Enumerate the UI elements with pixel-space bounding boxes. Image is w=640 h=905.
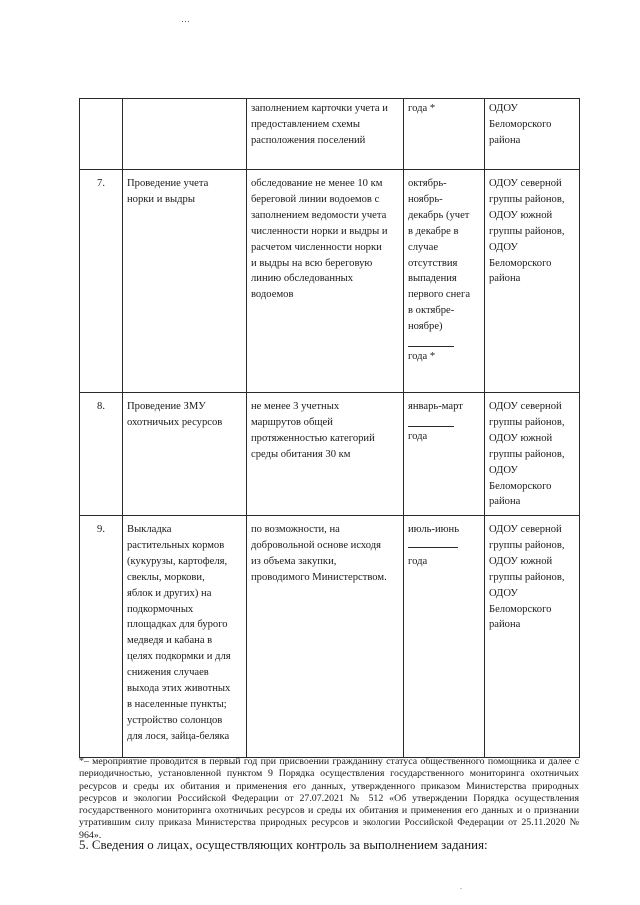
activity-name-line: целях подкормки и для bbox=[127, 651, 231, 663]
activity-name-line: площадках для бурого bbox=[127, 619, 228, 631]
responsible-line: ОДОУ южной bbox=[489, 555, 553, 567]
row-number-cell: 7. bbox=[80, 170, 123, 393]
responsible-line: ОДОУ bbox=[489, 103, 518, 114]
responsible-cell bbox=[485, 393, 580, 516]
footnote: *– мероприятие проводится в первый год при присвоении гражданину статуса общественного помощника и далее с периодичностью, установленной пунктом 9 Порядка осуществления государственного мониторинга охотничьих ресурсов и среды их обитания и применения его данных, утвержденного приказом Министерства природных ресурсов и экологии Российской Федерации от 27.07.2021 № 512 «Об утверждении Порядка осуществления государственного мониторинга охотничьих ресурсов и среды их обитания и применения его данных и о признании утратившим силу приказа Министерства природных ресурсов и экологии Российской Федерации от 25.11.2020 № 964». bbox=[79, 756, 579, 841]
activity-name-cell bbox=[123, 99, 247, 170]
bottom-mark: . bbox=[460, 882, 462, 891]
activity-volume-line: расположения поселений bbox=[251, 134, 366, 146]
row-number-cell: 9. bbox=[80, 516, 123, 758]
activity-name-line: в населенные пункты; bbox=[127, 698, 227, 710]
activity-volume-line: заполнением ведомости учета bbox=[251, 209, 387, 221]
activity-name-cell bbox=[123, 393, 247, 516]
responsible-cell bbox=[485, 170, 580, 393]
term-line: случае bbox=[408, 241, 439, 253]
responsible-line: ОДОУ северной bbox=[489, 178, 562, 189]
table-row bbox=[80, 170, 580, 393]
activity-name-cell bbox=[123, 170, 247, 393]
responsible-line: Беломорского bbox=[489, 603, 552, 615]
activity-volume-line: добровольной основе исходя bbox=[251, 539, 382, 551]
responsible-line: Беломорского bbox=[489, 118, 552, 130]
responsible-line: района bbox=[489, 619, 521, 631]
responsible-cell bbox=[485, 516, 580, 758]
activity-volume-line: из объема закупки, bbox=[251, 555, 337, 567]
term-line: года * bbox=[408, 351, 436, 363]
term-line: январь-март bbox=[408, 401, 463, 412]
activity-volume-cell bbox=[247, 393, 404, 516]
year-blank-line bbox=[408, 538, 458, 548]
activity-name-line: устройство солонцов bbox=[127, 714, 223, 726]
responsible-line: ОДОУ bbox=[489, 241, 518, 253]
year-blank-line bbox=[408, 415, 454, 427]
term-line: ноябрь- bbox=[408, 193, 443, 205]
activity-volume-line: по возможности, на bbox=[251, 524, 340, 535]
term-line: года bbox=[408, 430, 428, 442]
activity-volume-line: не менее 3 учетных bbox=[251, 401, 340, 412]
term-line: отсутствия bbox=[408, 257, 458, 269]
responsible-line: района bbox=[489, 134, 521, 146]
responsible-line: ОДОУ южной bbox=[489, 209, 553, 221]
section-heading: 5. Сведения о лицах, осуществляющих контроль за выполнением задания: bbox=[79, 838, 488, 852]
activity-name-line: медведя и кабана в bbox=[127, 635, 213, 647]
activity-name-line: выхода этих животных bbox=[127, 683, 231, 695]
responsible-line: ОДОУ северной bbox=[489, 524, 562, 535]
activity-name-line: свеклы, моркови, bbox=[127, 571, 205, 583]
activity-volume-cell bbox=[247, 99, 404, 170]
activity-volume-line: обследование не менее 10 км bbox=[251, 178, 383, 189]
activities-table bbox=[79, 98, 580, 758]
table-row bbox=[80, 99, 580, 170]
activity-volume-cell bbox=[247, 516, 404, 758]
term-line: декабрь (учет bbox=[408, 209, 470, 221]
activity-volume-line: протяженностью категорий bbox=[251, 432, 375, 444]
activity-volume-cell bbox=[247, 170, 404, 393]
activity-volume-line: заполнением карточки учета и bbox=[251, 103, 388, 114]
table-row bbox=[80, 516, 580, 758]
term-text: года bbox=[408, 555, 428, 567]
activity-name-line: для лося, зайца-беляка bbox=[127, 730, 230, 742]
activity-volume-line: линию обследованных bbox=[251, 273, 354, 285]
term-line: октябрь- bbox=[408, 178, 447, 189]
activity-name-line: Проведение ЗМУ bbox=[127, 401, 206, 412]
responsible-line: группы районов, bbox=[489, 225, 565, 237]
responsible-line: группы районов, bbox=[489, 193, 565, 205]
term-line: первого снега bbox=[408, 289, 471, 301]
row-number-cell bbox=[80, 99, 123, 170]
activity-name-line: Выкладка bbox=[127, 524, 172, 535]
term-line: в декабре в bbox=[408, 225, 459, 237]
activity-volume-line: расчетом численности норки bbox=[251, 241, 382, 253]
activity-name-line: охотничьих ресурсов bbox=[127, 416, 223, 428]
page-mark: … bbox=[181, 14, 190, 24]
activity-volume-line: проводимого Министерством. bbox=[251, 571, 387, 583]
term-line bbox=[408, 538, 480, 570]
responsible-line: группы районов, bbox=[489, 448, 565, 460]
table-row bbox=[80, 393, 580, 516]
responsible-line: ОДОУ северной bbox=[489, 401, 562, 412]
activity-volume-line: водоемов bbox=[251, 289, 294, 301]
term-cell bbox=[404, 99, 485, 170]
activity-name-line: снижения случаев bbox=[127, 667, 209, 679]
activity-name-line: яблок и других) на bbox=[127, 587, 212, 599]
activity-name-line: норки и выдры bbox=[127, 193, 195, 205]
activity-name-cell bbox=[123, 516, 247, 758]
responsible-line: района bbox=[489, 496, 521, 508]
term-line: года * bbox=[408, 103, 436, 114]
responsible-cell bbox=[485, 99, 580, 170]
responsible-line: ОДОУ bbox=[489, 587, 518, 599]
responsible-line: ОДОУ южной bbox=[489, 432, 553, 444]
activity-volume-line: предоставлением схемы bbox=[251, 118, 361, 130]
term-line: в октябре- bbox=[408, 305, 455, 317]
activity-name-line: (кукурузы, картофеля, bbox=[127, 555, 228, 567]
responsible-line: района bbox=[489, 273, 521, 285]
term-cell bbox=[404, 393, 485, 516]
responsible-line: ОДОУ bbox=[489, 464, 518, 476]
term-cell bbox=[404, 170, 485, 393]
year-blank-line bbox=[408, 335, 454, 347]
responsible-line: Беломорского bbox=[489, 480, 552, 492]
term-line: июль-июнь bbox=[408, 524, 460, 535]
activity-volume-line: численности норки и выдры и bbox=[251, 225, 388, 237]
row-number-cell: 8. bbox=[80, 393, 123, 516]
activity-name-line: Проведение учета bbox=[127, 178, 209, 189]
responsible-line: группы районов, bbox=[489, 416, 565, 428]
term-line: выпадения bbox=[408, 273, 457, 285]
term-line: ноябре) bbox=[408, 321, 443, 333]
activity-name-line: подкормочных bbox=[127, 603, 194, 615]
term-cell bbox=[404, 516, 485, 758]
responsible-line: группы районов, bbox=[489, 539, 565, 551]
activity-name-line: растительных кормов bbox=[127, 539, 225, 551]
responsible-line: группы районов, bbox=[489, 571, 565, 583]
activity-volume-line: и выдры на всю береговую bbox=[251, 257, 373, 269]
activity-volume-line: береговой линии водоемов с bbox=[251, 193, 380, 205]
activity-volume-line: маршрутов общей bbox=[251, 416, 333, 428]
activity-volume-line: среды обитания 30 км bbox=[251, 448, 351, 460]
responsible-line: Беломорского bbox=[489, 257, 552, 269]
